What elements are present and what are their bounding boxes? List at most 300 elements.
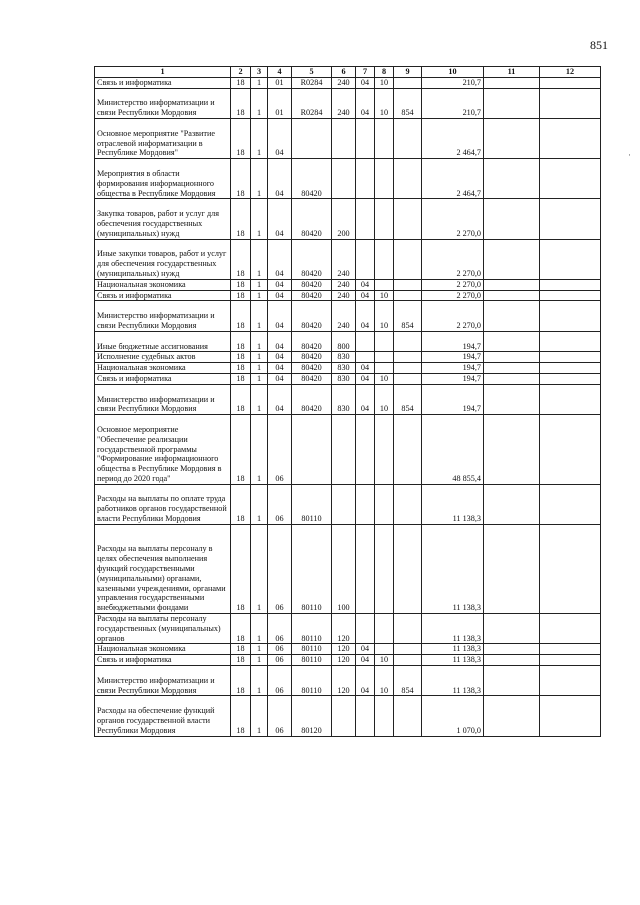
row-name: Национальная экономика <box>95 644 231 655</box>
row-code: 06 <box>268 415 292 485</box>
row-amount: 11 138,3 <box>422 644 484 655</box>
row-code: 18 <box>231 655 251 666</box>
row-code <box>332 484 356 524</box>
row-empty-cell <box>484 118 540 158</box>
row-code <box>356 199 375 239</box>
row-code: 80110 <box>292 644 332 655</box>
row-code: 10 <box>375 77 394 88</box>
row-code: 06 <box>268 644 292 655</box>
row-name: Министерство информатизации и связи Республики Мордовия <box>95 301 231 331</box>
row-code: 04 <box>268 363 292 374</box>
row-code <box>375 199 394 239</box>
row-name: Расходы на выплаты персоналу в целях обеспечения выполнения функций государственными (муниципальными) органами, казенными учреждениями, органами управления государственными внебюджетными фондами <box>95 524 231 613</box>
row-code: 18 <box>231 118 251 158</box>
row-code <box>356 415 375 485</box>
row-code: 06 <box>268 484 292 524</box>
row-amount: 2 270,0 <box>422 239 484 279</box>
row-code: 18 <box>231 159 251 199</box>
column-header: 7 <box>356 67 375 78</box>
row-code <box>356 331 375 352</box>
row-code: 18 <box>231 279 251 290</box>
row-code <box>394 373 422 384</box>
row-code: 04 <box>268 239 292 279</box>
row-code <box>394 331 422 352</box>
row-name: Иные закупки товаров, работ и услуг для обеспечения государственных (муниципальных) нужд <box>95 239 231 279</box>
row-code: 1 <box>251 696 268 736</box>
row-code <box>375 331 394 352</box>
row-code: 120 <box>332 644 356 655</box>
row-name: Исполнение судебных актов <box>95 352 231 363</box>
row-code: 04 <box>356 666 375 696</box>
row-empty-cell <box>540 415 601 485</box>
row-code: 854 <box>394 88 422 118</box>
row-amount: 194,7 <box>422 384 484 414</box>
row-empty-cell <box>540 384 601 414</box>
row-code: 18 <box>231 363 251 374</box>
row-code: 18 <box>231 352 251 363</box>
header-row <box>95 67 601 78</box>
row-code: 854 <box>394 301 422 331</box>
row-code: 1 <box>251 363 268 374</box>
row-code <box>394 644 422 655</box>
row-code: 1 <box>251 88 268 118</box>
row-code: 04 <box>268 384 292 414</box>
table-row <box>95 118 601 158</box>
row-code: 1 <box>251 614 268 644</box>
row-code: 240 <box>332 290 356 301</box>
row-code <box>375 484 394 524</box>
table-row <box>95 373 601 384</box>
row-code: 04 <box>356 644 375 655</box>
column-header: 4 <box>268 67 292 78</box>
row-code <box>356 696 375 736</box>
row-code <box>394 159 422 199</box>
row-empty-cell <box>540 524 601 613</box>
row-code: 18 <box>231 384 251 414</box>
row-amount: 210,7 <box>422 77 484 88</box>
row-empty-cell <box>484 279 540 290</box>
row-name: Расходы на выплаты по оплате труда работников органов государственной власти Республики Мордовия <box>95 484 231 524</box>
row-empty-cell <box>484 524 540 613</box>
row-empty-cell <box>540 159 601 199</box>
column-header: 2 <box>231 67 251 78</box>
row-amount: 2 270,0 <box>422 301 484 331</box>
row-empty-cell <box>540 118 601 158</box>
row-code: 1 <box>251 239 268 279</box>
table-row <box>95 159 601 199</box>
row-code <box>394 239 422 279</box>
row-empty-cell <box>540 484 601 524</box>
row-code: 04 <box>268 352 292 363</box>
column-header: 10 <box>422 67 484 78</box>
row-empty-cell <box>540 363 601 374</box>
table-row <box>95 331 601 352</box>
row-amount: 2 270,0 <box>422 199 484 239</box>
row-code: 04 <box>356 384 375 414</box>
row-code <box>375 239 394 279</box>
row-amount: 2 464,7 <box>422 159 484 199</box>
row-code: 1 <box>251 301 268 331</box>
row-code: 18 <box>231 415 251 485</box>
row-empty-cell <box>540 614 601 644</box>
row-code: 1 <box>251 279 268 290</box>
row-code: 120 <box>332 655 356 666</box>
row-code: 06 <box>268 524 292 613</box>
row-code: 1 <box>251 655 268 666</box>
row-code: 80110 <box>292 524 332 613</box>
row-code <box>394 415 422 485</box>
row-code: 120 <box>332 666 356 696</box>
row-name: Связь и информатика <box>95 373 231 384</box>
row-amount: 194,7 <box>422 373 484 384</box>
row-code <box>332 415 356 485</box>
row-amount: 11 138,3 <box>422 524 484 613</box>
row-code: 854 <box>394 384 422 414</box>
row-empty-cell <box>484 239 540 279</box>
column-header: 8 <box>375 67 394 78</box>
row-amount: 11 138,3 <box>422 614 484 644</box>
table-body <box>95 77 601 736</box>
row-code: 04 <box>356 77 375 88</box>
row-empty-cell <box>484 159 540 199</box>
row-code <box>356 484 375 524</box>
row-code: 830 <box>332 373 356 384</box>
table-row <box>95 644 601 655</box>
row-code: 06 <box>268 614 292 644</box>
row-code: R0284 <box>292 88 332 118</box>
row-code: 10 <box>375 290 394 301</box>
row-code: 18 <box>231 696 251 736</box>
row-code: 1 <box>251 644 268 655</box>
row-amount: 11 138,3 <box>422 655 484 666</box>
row-code <box>356 118 375 158</box>
row-code: 240 <box>332 88 356 118</box>
row-amount: 2 270,0 <box>422 290 484 301</box>
row-empty-cell <box>484 373 540 384</box>
row-code: 240 <box>332 279 356 290</box>
row-code: 80110 <box>292 655 332 666</box>
row-code: 18 <box>231 666 251 696</box>
row-code: 240 <box>332 239 356 279</box>
row-code <box>356 352 375 363</box>
row-code: 80420 <box>292 239 332 279</box>
row-empty-cell <box>484 290 540 301</box>
scan-mark: · <box>628 150 631 160</box>
row-code: 04 <box>268 331 292 352</box>
row-empty-cell <box>540 290 601 301</box>
row-empty-cell <box>484 484 540 524</box>
row-code: 18 <box>231 644 251 655</box>
table-row <box>95 199 601 239</box>
row-amount: 194,7 <box>422 331 484 352</box>
row-code: 10 <box>375 384 394 414</box>
table-row <box>95 666 601 696</box>
row-amount: 48 855,4 <box>422 415 484 485</box>
row-code: 1 <box>251 415 268 485</box>
row-code: 04 <box>356 279 375 290</box>
row-empty-cell <box>484 696 540 736</box>
row-empty-cell <box>484 666 540 696</box>
row-code: 18 <box>231 373 251 384</box>
row-code: 04 <box>268 373 292 384</box>
row-code: 18 <box>231 614 251 644</box>
row-code <box>375 279 394 290</box>
row-name: Основное мероприятие "Развитие отраслевой информатизации в Республике Мордовия" <box>95 118 231 158</box>
row-code: 120 <box>332 614 356 644</box>
table-row <box>95 88 601 118</box>
row-amount: 210,7 <box>422 88 484 118</box>
row-code: 854 <box>394 666 422 696</box>
row-code <box>394 279 422 290</box>
row-amount: 2 464,7 <box>422 118 484 158</box>
row-code: 80420 <box>292 384 332 414</box>
row-amount: 11 138,3 <box>422 666 484 696</box>
row-name: Закупка товаров, работ и услуг для обеспечения государственных (муниципальных) нужд <box>95 199 231 239</box>
row-code: 04 <box>268 118 292 158</box>
table-row <box>95 239 601 279</box>
row-code <box>356 239 375 279</box>
row-code <box>394 363 422 374</box>
row-code: 04 <box>268 279 292 290</box>
row-code: 04 <box>356 373 375 384</box>
row-name: Мероприятия в области формирования информационного общества в Республике Мордовия <box>95 159 231 199</box>
row-code <box>394 696 422 736</box>
row-code: 18 <box>231 88 251 118</box>
row-code: 80420 <box>292 159 332 199</box>
page-number: 851 <box>590 38 608 52</box>
table-row <box>95 384 601 414</box>
row-code: 830 <box>332 384 356 414</box>
row-code <box>375 363 394 374</box>
row-code: 1 <box>251 373 268 384</box>
row-code: 800 <box>332 331 356 352</box>
row-code <box>394 655 422 666</box>
row-code <box>394 77 422 88</box>
column-header: 9 <box>394 67 422 78</box>
table-row <box>95 290 601 301</box>
row-amount: 11 138,3 <box>422 484 484 524</box>
table-row <box>95 655 601 666</box>
row-name: Основное мероприятие "Обеспечение реализации государственной программы "Формирование информационного общества в Республике Мордовия в период до 2020 года" <box>95 415 231 485</box>
table-row <box>95 363 601 374</box>
row-code: 80420 <box>292 331 332 352</box>
row-code: 04 <box>356 290 375 301</box>
column-header: 1 <box>95 67 231 78</box>
row-code: 1 <box>251 666 268 696</box>
row-code <box>394 290 422 301</box>
column-header: 11 <box>484 67 540 78</box>
row-code: 1 <box>251 384 268 414</box>
row-code <box>394 484 422 524</box>
row-code: 80110 <box>292 666 332 696</box>
row-code <box>375 159 394 199</box>
row-code: 10 <box>375 655 394 666</box>
row-empty-cell <box>540 644 601 655</box>
row-empty-cell <box>540 239 601 279</box>
row-code: 80420 <box>292 363 332 374</box>
row-amount: 1 070,0 <box>422 696 484 736</box>
row-amount: 194,7 <box>422 363 484 374</box>
budget-table <box>94 66 601 737</box>
row-code <box>394 118 422 158</box>
row-code: 01 <box>268 77 292 88</box>
row-empty-cell <box>540 696 601 736</box>
row-code: 18 <box>231 199 251 239</box>
row-empty-cell <box>484 88 540 118</box>
row-code <box>356 159 375 199</box>
row-code: 10 <box>375 666 394 696</box>
row-empty-cell <box>484 301 540 331</box>
row-code: 18 <box>231 484 251 524</box>
row-code: 04 <box>268 301 292 331</box>
column-header: 3 <box>251 67 268 78</box>
row-code: 1 <box>251 290 268 301</box>
row-empty-cell <box>540 352 601 363</box>
row-code <box>332 118 356 158</box>
table-row <box>95 524 601 613</box>
row-code: 1 <box>251 159 268 199</box>
row-code <box>394 352 422 363</box>
row-code <box>375 415 394 485</box>
row-empty-cell <box>484 614 540 644</box>
table-row <box>95 301 601 331</box>
row-code: 10 <box>375 88 394 118</box>
row-name: Министерство информатизации и связи Республики Мордовия <box>95 384 231 414</box>
row-code <box>292 118 332 158</box>
row-amount: 194,7 <box>422 352 484 363</box>
row-empty-cell <box>540 88 601 118</box>
row-empty-cell <box>540 666 601 696</box>
row-code: 240 <box>332 77 356 88</box>
row-code <box>356 614 375 644</box>
row-name: Министерство информатизации и связи Республики Мордовия <box>95 88 231 118</box>
row-empty-cell <box>484 352 540 363</box>
row-code: 04 <box>268 159 292 199</box>
column-header: 5 <box>292 67 332 78</box>
row-code: 01 <box>268 88 292 118</box>
row-code: R0284 <box>292 77 332 88</box>
row-code: 80420 <box>292 290 332 301</box>
row-code <box>394 524 422 613</box>
row-code: 80110 <box>292 484 332 524</box>
row-code: 830 <box>332 352 356 363</box>
row-code: 04 <box>356 363 375 374</box>
row-code: 80120 <box>292 696 332 736</box>
row-code: 1 <box>251 484 268 524</box>
row-code: 04 <box>356 88 375 118</box>
row-code: 04 <box>268 199 292 239</box>
table-row <box>95 484 601 524</box>
row-code <box>375 644 394 655</box>
row-code: 18 <box>231 524 251 613</box>
row-name: Иные бюджетные ассигнования <box>95 331 231 352</box>
row-code <box>332 159 356 199</box>
row-code: 80420 <box>292 301 332 331</box>
row-code: 1 <box>251 331 268 352</box>
row-code <box>394 614 422 644</box>
row-empty-cell <box>484 77 540 88</box>
row-name: Расходы на обеспечение функций органов государственной власти Республики Мордовия <box>95 696 231 736</box>
row-code: 04 <box>356 301 375 331</box>
row-empty-cell <box>540 655 601 666</box>
row-code <box>375 696 394 736</box>
row-code: 18 <box>231 77 251 88</box>
row-name: Национальная экономика <box>95 279 231 290</box>
row-code: 10 <box>375 373 394 384</box>
row-code: 80420 <box>292 199 332 239</box>
row-empty-cell <box>484 655 540 666</box>
table-row <box>95 352 601 363</box>
row-empty-cell <box>540 373 601 384</box>
row-code <box>375 524 394 613</box>
row-code: 240 <box>332 301 356 331</box>
row-name: Связь и информатика <box>95 77 231 88</box>
column-header: 6 <box>332 67 356 78</box>
row-code <box>292 415 332 485</box>
row-empty-cell <box>540 279 601 290</box>
row-empty-cell <box>484 199 540 239</box>
row-code <box>375 118 394 158</box>
table-row <box>95 77 601 88</box>
row-code <box>356 524 375 613</box>
row-empty-cell <box>540 199 601 239</box>
row-code: 10 <box>375 301 394 331</box>
row-code: 80420 <box>292 373 332 384</box>
table-row <box>95 279 601 290</box>
row-code: 1 <box>251 199 268 239</box>
row-code <box>375 614 394 644</box>
row-code <box>375 352 394 363</box>
row-code <box>332 696 356 736</box>
table-row <box>95 696 601 736</box>
row-code: 04 <box>356 655 375 666</box>
row-name: Расходы на выплаты персоналу государственных (муниципальных) органов <box>95 614 231 644</box>
row-code: 1 <box>251 352 268 363</box>
table-row <box>95 614 601 644</box>
row-code <box>394 199 422 239</box>
row-empty-cell <box>540 331 601 352</box>
row-empty-cell <box>484 644 540 655</box>
row-code: 06 <box>268 666 292 696</box>
row-empty-cell <box>484 384 540 414</box>
table-row <box>95 415 601 485</box>
row-name: Связь и информатика <box>95 655 231 666</box>
row-code: 06 <box>268 655 292 666</box>
row-code: 06 <box>268 696 292 736</box>
row-code: 1 <box>251 118 268 158</box>
row-code: 100 <box>332 524 356 613</box>
row-code: 18 <box>231 290 251 301</box>
row-code: 80110 <box>292 614 332 644</box>
column-header: 12 <box>540 67 601 78</box>
row-empty-cell <box>484 331 540 352</box>
row-name: Связь и информатика <box>95 290 231 301</box>
row-amount: 2 270,0 <box>422 279 484 290</box>
row-code: 04 <box>268 290 292 301</box>
row-code: 200 <box>332 199 356 239</box>
row-code: 18 <box>231 331 251 352</box>
row-empty-cell <box>540 301 601 331</box>
row-name: Министерство информатизации и связи Республики Мордовия <box>95 666 231 696</box>
row-code: 80420 <box>292 352 332 363</box>
row-code: 18 <box>231 239 251 279</box>
row-code: 1 <box>251 524 268 613</box>
row-empty-cell <box>484 363 540 374</box>
row-name: Национальная экономика <box>95 363 231 374</box>
row-empty-cell <box>540 77 601 88</box>
row-code: 18 <box>231 301 251 331</box>
row-code: 80420 <box>292 279 332 290</box>
